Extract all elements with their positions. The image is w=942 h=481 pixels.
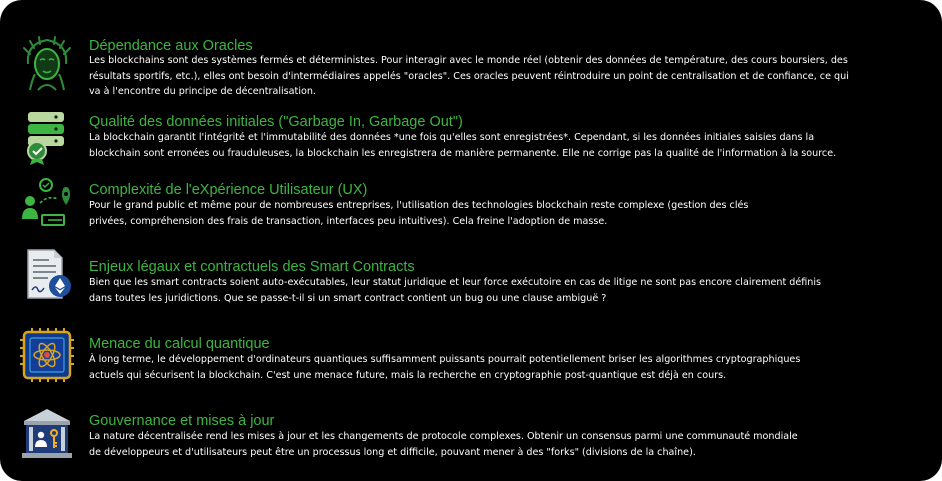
description-line: privées, compréhension des frais de transaction, interfaces peu intuitives). Cela freine l'adoption de masse. <box>89 215 608 227</box>
quantum-chip-icon <box>18 326 76 384</box>
challenge-description <box>89 275 911 306</box>
smart-contract-document-icon <box>18 246 76 304</box>
description-line: Bien que les smart contracts soient auto-exécutables, leur statut juridique et leur force exécutoire en cas de litige ne sont pas encore clairement définis <box>89 277 822 288</box>
challenge-title: Enjeux légaux et contractuels des Smart Contracts <box>89 259 415 275</box>
challenge-description <box>89 352 911 383</box>
challenge-title: Qualité des données initiales ("Garbage In, Garbage Out") <box>89 114 463 130</box>
challenge-description <box>89 53 911 100</box>
challenge-title: Menace du calcul quantique <box>89 336 270 352</box>
governance-building-icon <box>18 405 76 463</box>
description-line: résultats sportifs, etc.), elles ont besoin d'intermédiaires appelés "oracles". Ces oracles peuvent réintroduire un point de centralisation et de confiance, ce qui <box>89 70 849 82</box>
challenge-description <box>89 429 911 460</box>
description-line: actuels qui sécurisent la blockchain. C'est une menace future, mais la recherche en cryptographie post-quantique est déjà en cours. <box>89 369 727 381</box>
description-line: dans toutes les juridictions. Que se passe-t-il si un smart contract contient un bug ou une clause ambiguë ? <box>89 292 607 304</box>
description-line: Pour le grand public et même pour de nombreuses entreprises, l'utilisation des technologies blockchain reste complexe (gestion des clés <box>89 200 749 211</box>
description-line: de développeurs et d'utilisateurs peut être un processus long et difficile, pouvant mener à des "forks" (divisions de la chaîne). <box>89 446 696 458</box>
challenge-description <box>89 198 911 229</box>
user-journey-icon <box>18 175 76 233</box>
description-line: Les blockchains sont des systèmes fermés et déterministes. Pour interagir avec le monde réel (obtenir des données de température, des cours boursiers, des <box>89 55 848 66</box>
challenge-title: Complexité de l'eXpérience Utilisateur (UX) <box>89 182 368 198</box>
description-line: La nature décentralisée rend les mises à jour et les changements de protocole complexes. Obtenir un consensus parmi une communauté mondiale <box>89 431 798 442</box>
challenge-description <box>89 130 911 161</box>
description-line: À long terme, le développement d'ordinateurs quantiques suffisamment puissants pourrait potentiellement briser les algorithmes cryptographiques <box>89 354 801 365</box>
challenge-title: Gouvernance et mises à jour <box>89 413 275 429</box>
description-line: blockchain sont erronées ou frauduleuses, la blockchain les enregistrera de manière permanente. Elle ne corrige pas la qualité de l'information à la source. <box>89 147 837 159</box>
description-line: La blockchain garantit l'intégrité et l'immutabilité des données *une fois qu'elles sont enregistrées*. Cependant, si les données initiales saisies dans la <box>89 132 815 143</box>
description-line: va à l'encontre du principe de décentralisation. <box>89 86 316 97</box>
database-quality-icon <box>18 108 76 166</box>
challenge-title: Dépendance aux Oracles <box>89 38 253 54</box>
oracle-head-icon <box>18 34 76 92</box>
